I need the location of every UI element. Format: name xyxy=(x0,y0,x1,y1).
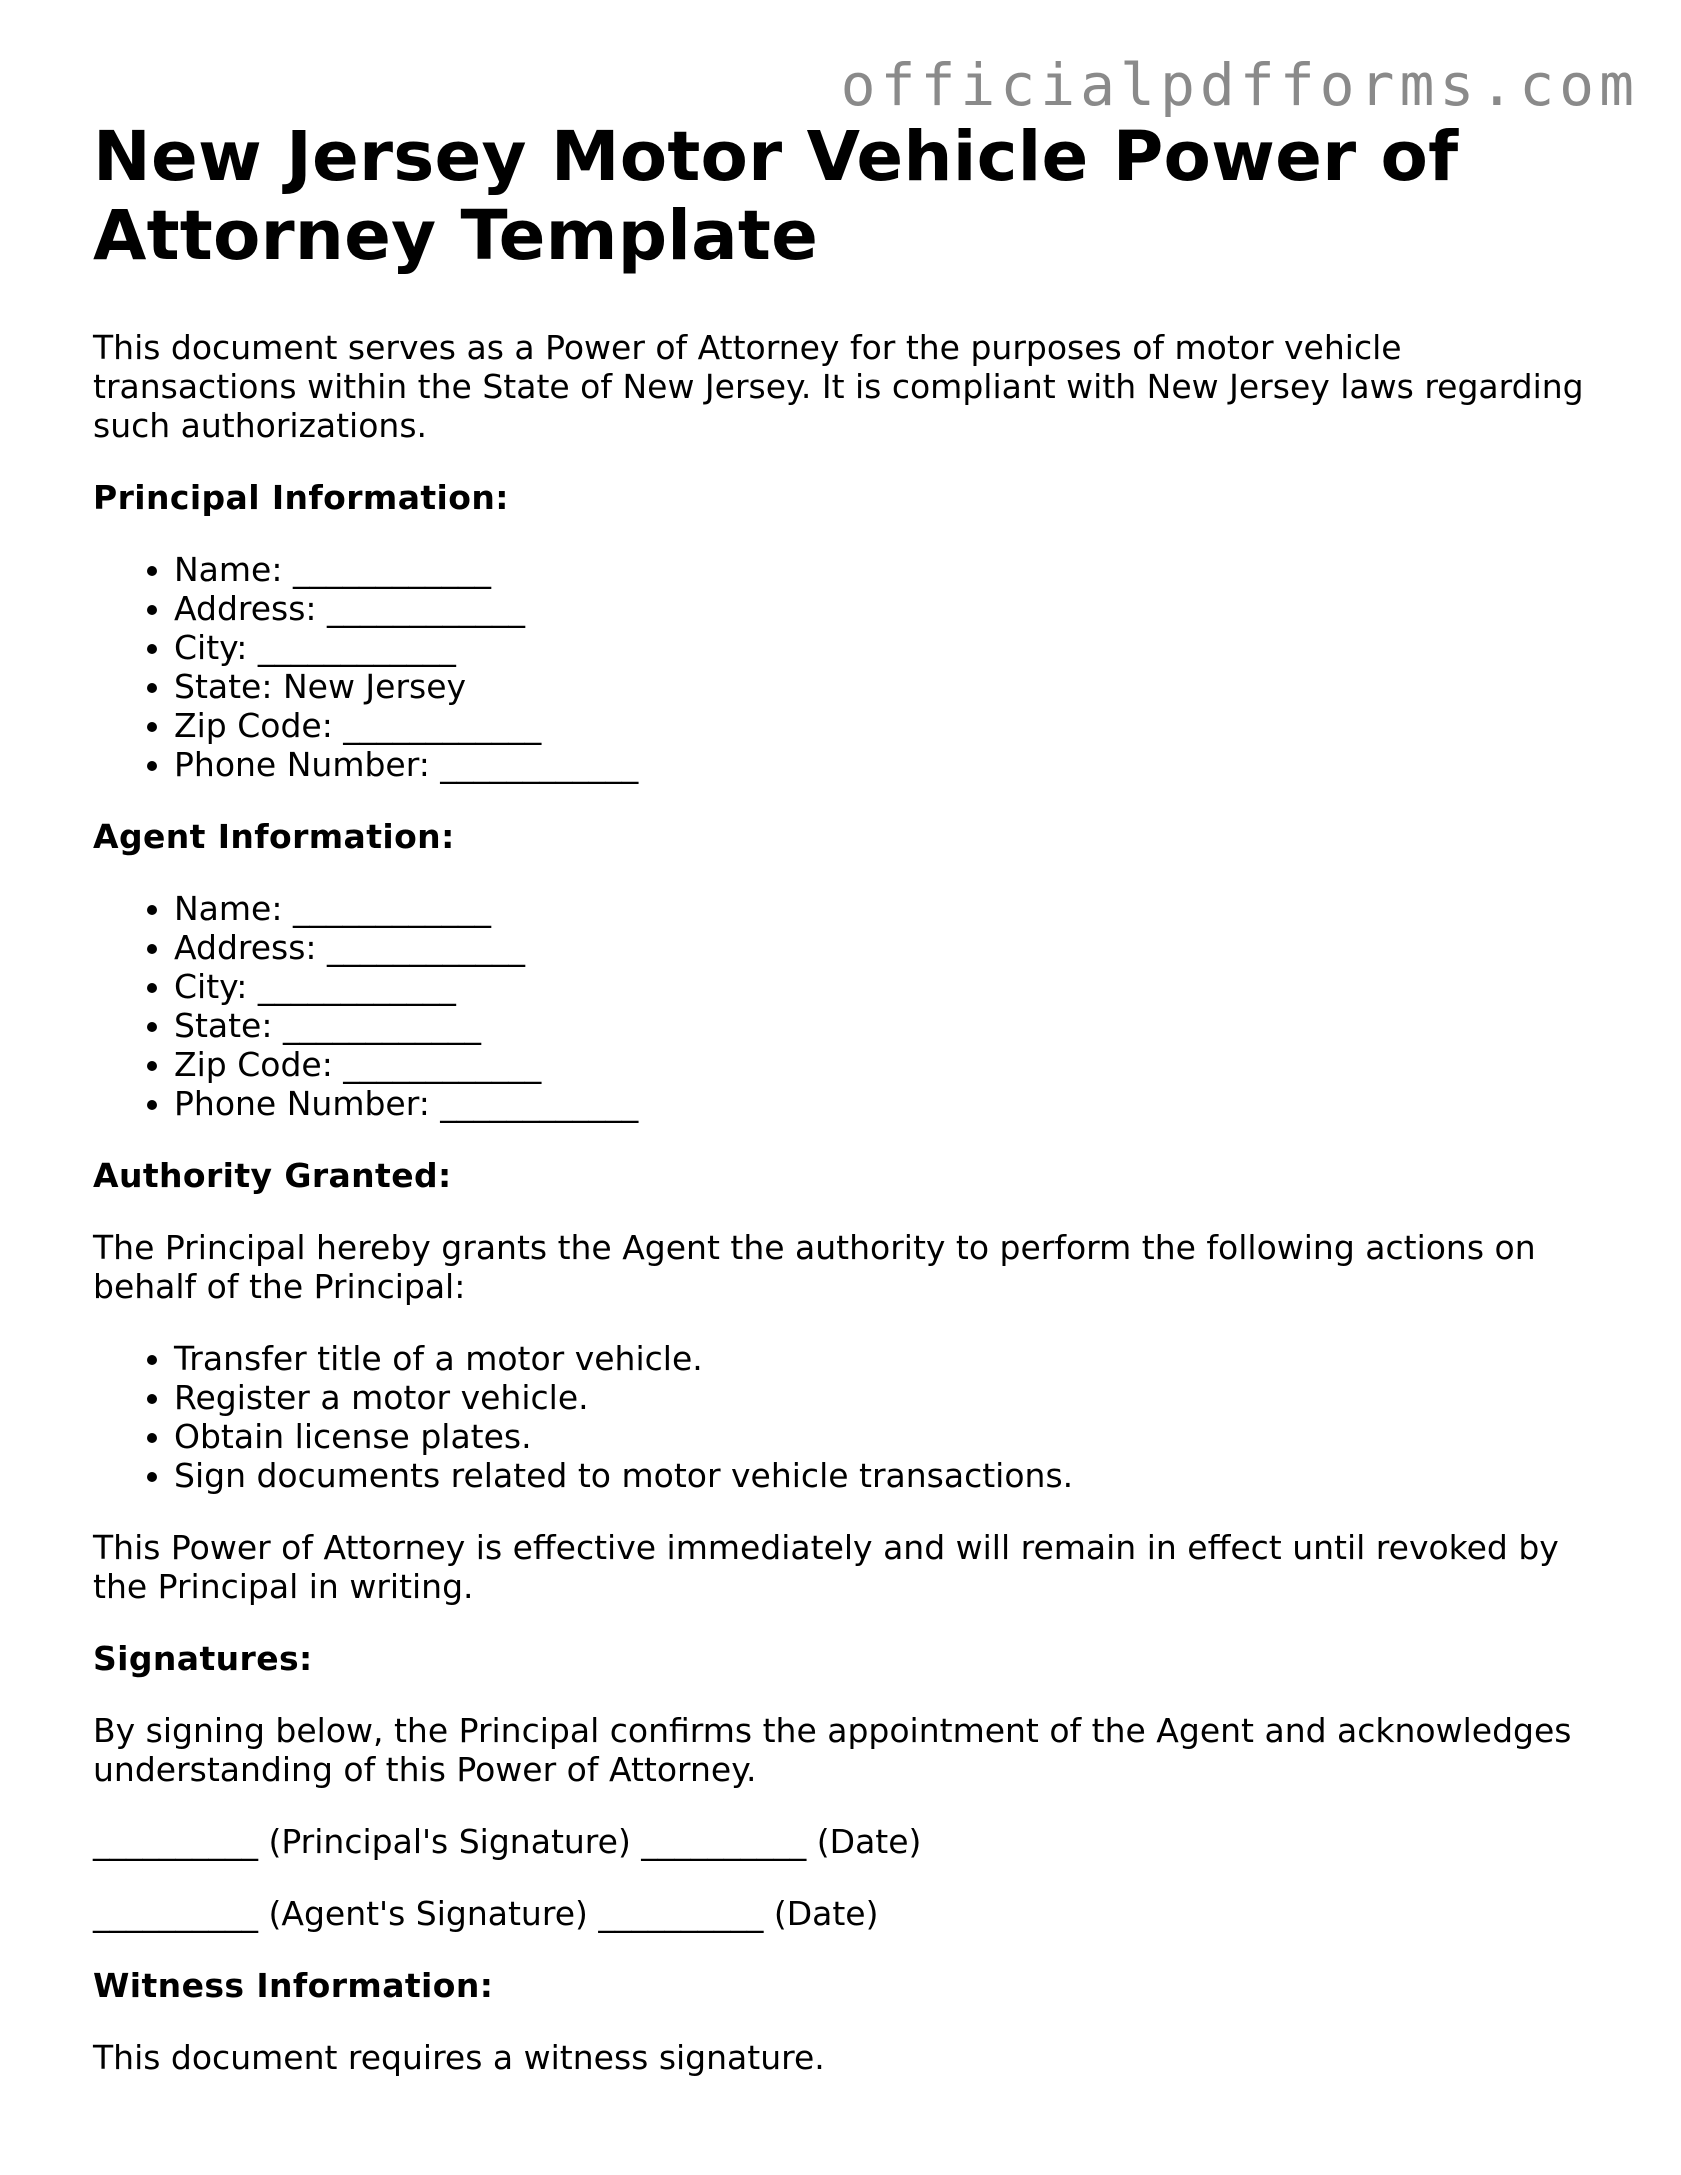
signatures-heading: Signatures: xyxy=(93,1639,313,1678)
principal-address-item: • Address: ____________ xyxy=(174,589,1593,628)
agent-signature-line: __________ (Agent's Signature) __________ (Date) xyxy=(93,1894,879,1933)
principal-signature-line: __________ (Principal's Signature) __________ (Date) xyxy=(93,1822,922,1861)
principal-heading: Principal Information: xyxy=(93,478,509,517)
authority-paragraph: The Principal hereby grants the Agent the authority to perform the following actions on behalf of the Principal: xyxy=(93,1228,1536,1306)
document-body xyxy=(93,118,1593,2077)
witness-heading: Witness Information: xyxy=(93,1966,494,2005)
effective-paragraph: This Power of Attorney is effective immediately and will remain in effect until revoked by the Principal in writing. xyxy=(93,1528,1559,1606)
agent-heading: Agent Information: xyxy=(93,817,455,856)
principal-name-item: • Name: ____________ xyxy=(174,550,1593,589)
agent-zip-item: • Zip Code: ____________ xyxy=(174,1045,1593,1084)
intro-paragraph: This document serves as a Power of Attorney for the purposes of motor vehicle transactions within the State of New Jersey. It is compliant with New Jersey laws regarding such authorizations. xyxy=(93,328,1584,445)
authority-list xyxy=(93,1339,1593,1495)
principal-city-item: • City: ____________ xyxy=(174,628,1593,667)
authority-item: • Register a motor vehicle. xyxy=(174,1378,1593,1417)
agent-address-item: • Address: ____________ xyxy=(174,928,1593,967)
signatures-paragraph: By signing below, the Principal confirms the appointment of the Agent and acknowledges understanding of this Power of Attorney. xyxy=(93,1711,1572,1789)
authority-item: • Sign documents related to motor vehicle transactions. xyxy=(174,1456,1593,1495)
agent-city-item: • City: ____________ xyxy=(174,967,1593,1006)
authority-item: • Transfer title of a motor vehicle. xyxy=(174,1339,1593,1378)
authority-item: • Obtain license plates. xyxy=(174,1417,1593,1456)
watermark: officialpdfforms.com xyxy=(840,51,1639,119)
witness-paragraph: This document requires a witness signature. xyxy=(93,2038,825,2077)
principal-zip-item: • Zip Code: ____________ xyxy=(174,706,1593,745)
agent-info-list xyxy=(93,889,1593,1123)
principal-info-list xyxy=(93,550,1593,784)
principal-phone-item: • Phone Number: ____________ xyxy=(174,745,1593,784)
agent-state-item: • State: ____________ xyxy=(174,1006,1593,1045)
page-title: New Jersey Motor Vehicle Power of Attorney Template xyxy=(93,117,1459,276)
agent-name-item: • Name: ____________ xyxy=(174,889,1593,928)
agent-phone-item: • Phone Number: ____________ xyxy=(174,1084,1593,1123)
authority-heading: Authority Granted: xyxy=(93,1156,452,1195)
principal-state-item: • State: New Jersey xyxy=(174,667,1593,706)
